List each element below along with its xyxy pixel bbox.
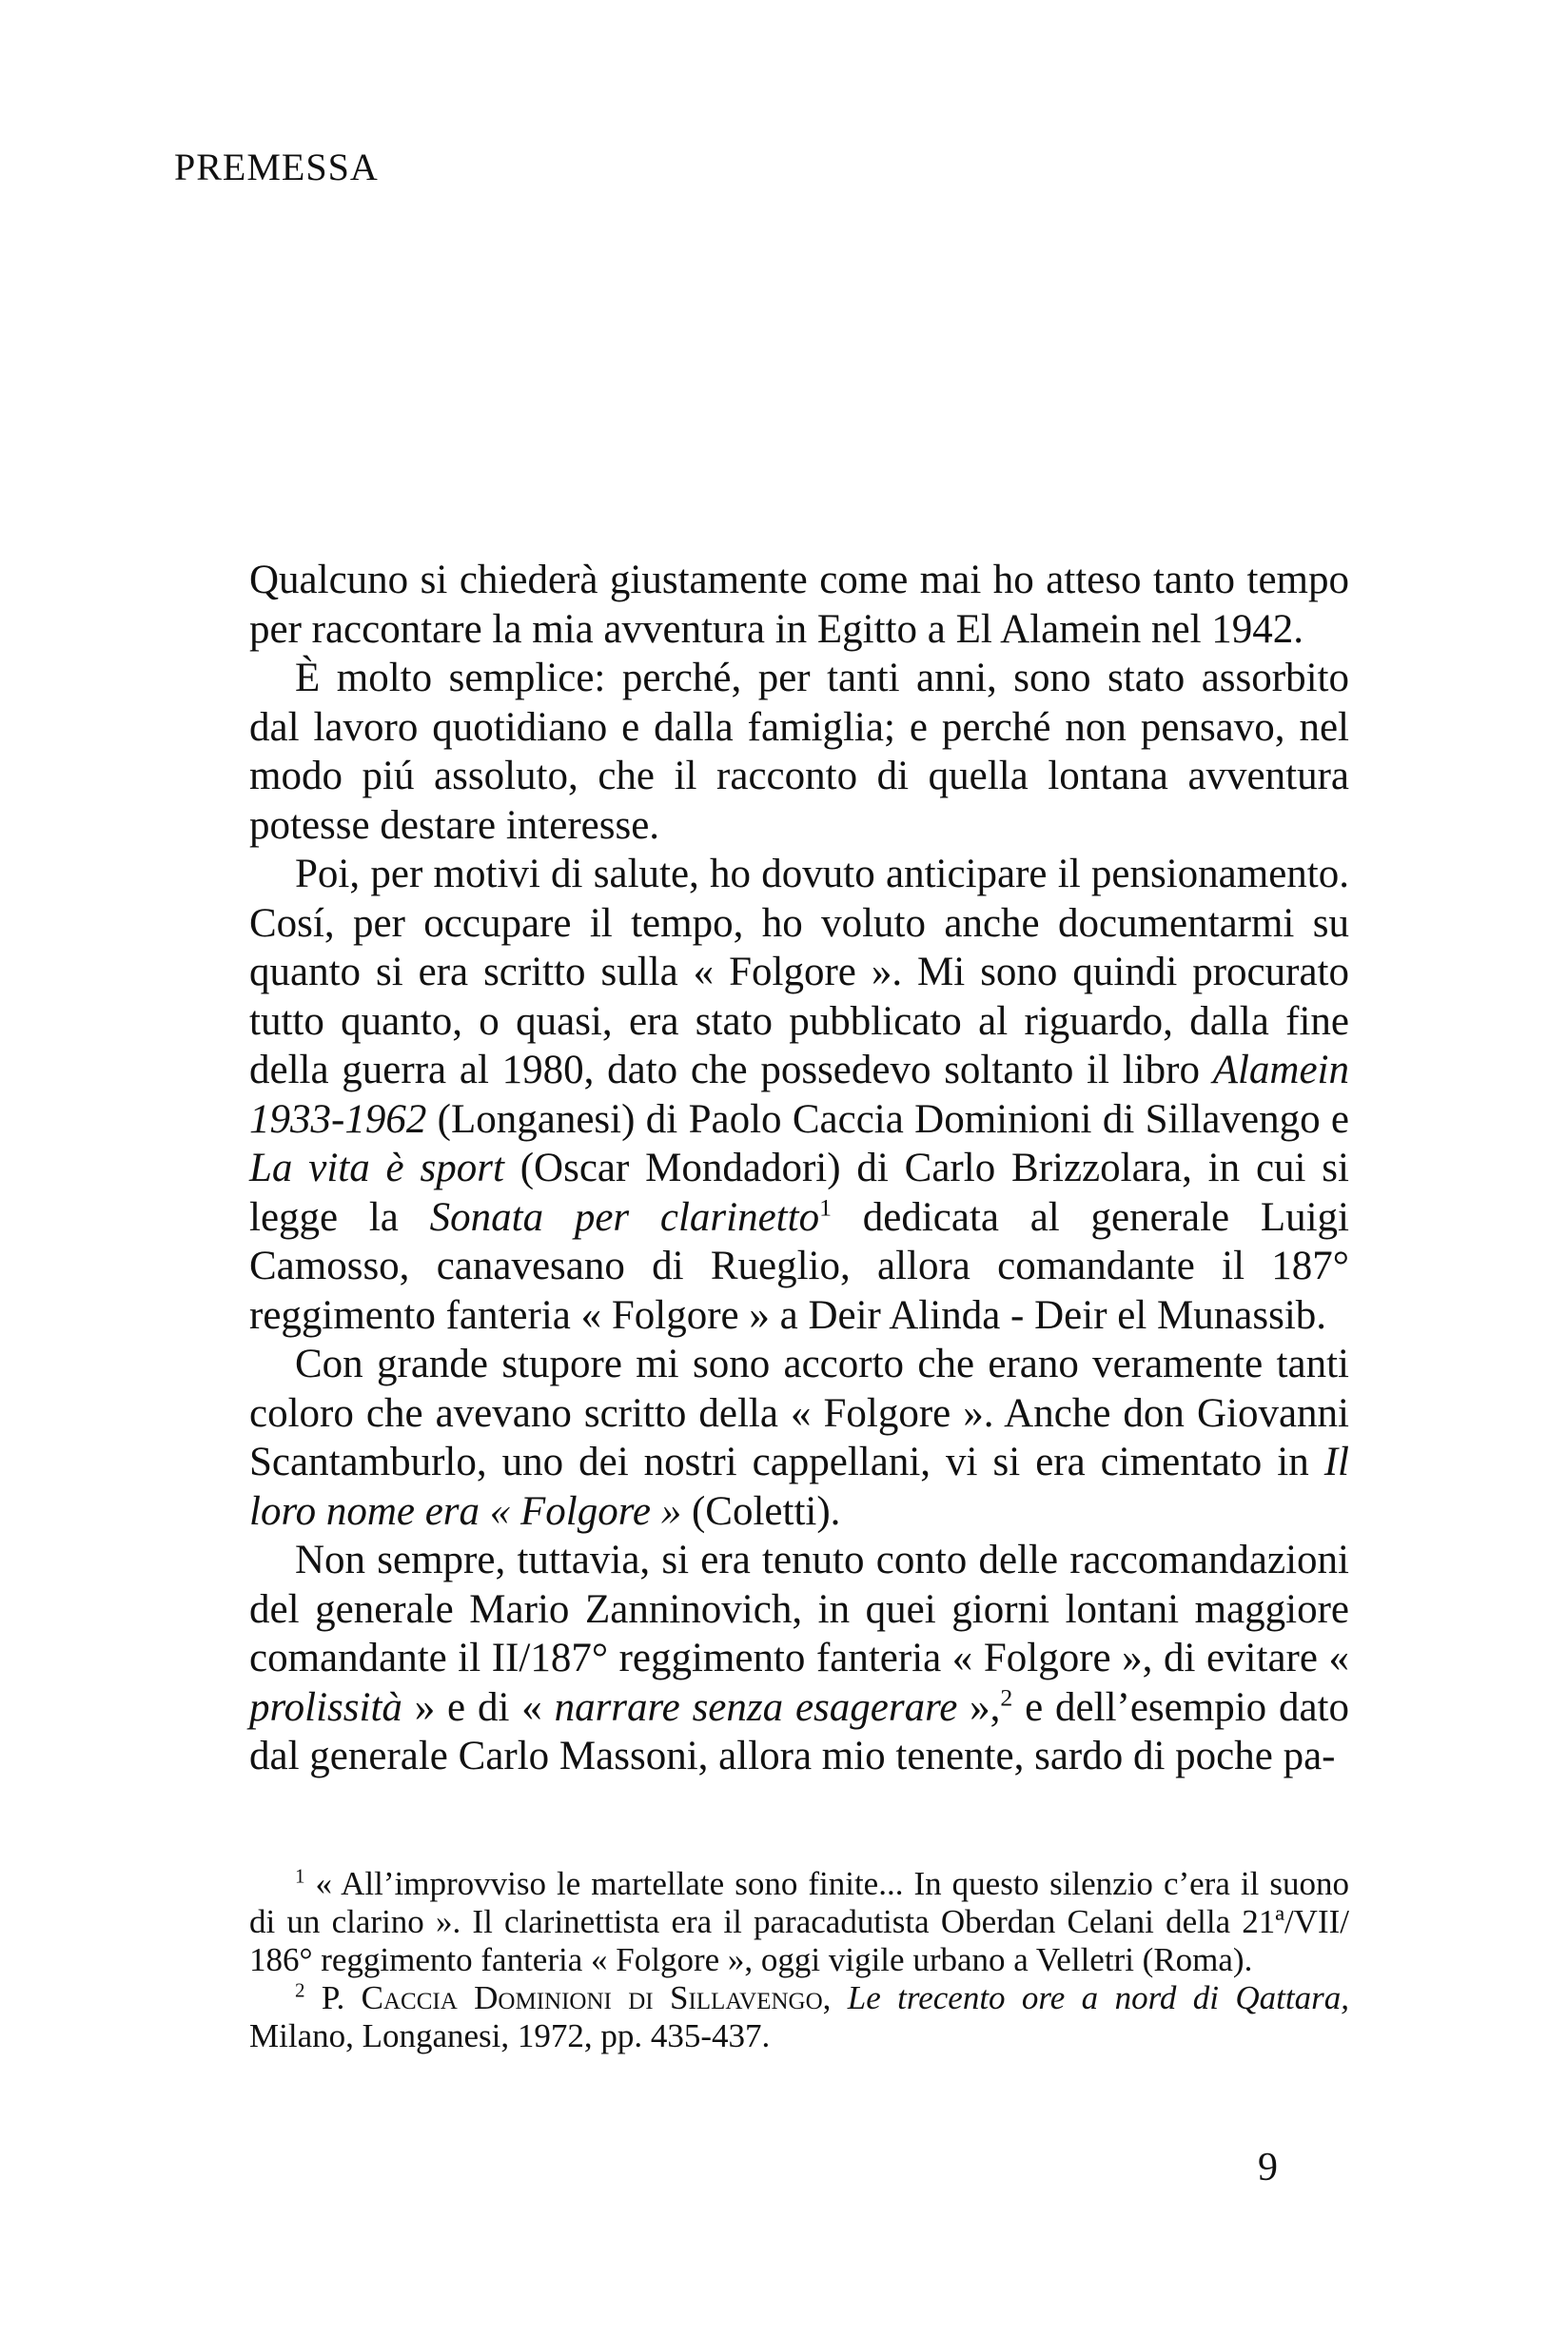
- footnote-1-text: « All’improvviso le martellate sono finite... In questo silenzio c’era il suono di un clarino ». Il clarinettista era il paracadutista Oberdan Celani della 21ª/VII/ 186° reggimento fanteria « Folgore », oggi vigile urbano a Velletri (Roma).: [249, 1865, 1349, 1978]
- footnote-2-title: Le trecento ore a nord di Qattara,: [847, 1979, 1349, 2016]
- paragraph-5: [249, 1536, 1349, 1781]
- paragraph-4-text-1: Con grande stupore mi sono accorto che erano veramente tanti coloro che avevano scritto della « Folgore ». Anche don Giovanni Scantamburlo, uno dei nostri cappellani, vi si era cimentato in: [249, 1342, 1349, 1484]
- paragraph-1: Qualcuno si chiederà giustamente come mai ho atteso tanto tempo per raccontare la mia avventura in Egitto a El Alamein nel 1942.: [249, 558, 1349, 652]
- quote-narrare-senza-esagerare: narrare senza esagerare: [554, 1684, 958, 1730]
- page-title: PREMESSA: [174, 146, 379, 188]
- paragraph-3-text-3: (Oscar Mondadori) di Carlo Brizzolara, in cui si legge la: [249, 1146, 1349, 1240]
- footnote-2-number: 2: [295, 1978, 305, 2002]
- paragraph-2: È molto semplice: perché, per tanti anni, sono stato assorbito dal lavoro quotidiano e dalla famiglia; e perché non pensavo, nel modo piú assoluto, che il racconto di quella lontana avventura potesse destare interesse.: [249, 656, 1349, 848]
- footnote-ref-1: 1: [819, 1193, 832, 1222]
- quote-prolissita: prolissità: [249, 1684, 402, 1730]
- paragraph-4-text-2: (Coletti).: [681, 1488, 841, 1534]
- paragraph-5-text-3: »,: [957, 1684, 1001, 1730]
- paragraph-5-text-2: » e di «: [402, 1684, 555, 1730]
- body-text: [249, 556, 1349, 1781]
- footnote-2: [249, 1979, 1349, 2055]
- footnote-2-author: P. Caccia Dominioni di Sillavengo,: [304, 1979, 848, 2016]
- footnotes: [249, 1865, 1349, 2055]
- footnote-2-rest: Milano, Longanesi, 1972, pp. 435-437.: [249, 2017, 771, 2054]
- paragraph-3: [249, 850, 1349, 1340]
- paragraph-4: [249, 1340, 1349, 1536]
- paragraph-3-text-4: dedicata al generale Luigi Camosso, canavesano di Rueglio, allora comandante il 187° reggimento fanteria « Folgore » a Deir Alinda - Deir el Munassib.: [249, 1194, 1349, 1338]
- page-number: 9: [1258, 2146, 1278, 2190]
- paragraph-5-text-1: Non sempre, tuttavia, si era tenuto conto delle raccomandazioni del generale Mario Zanninovich, in quei giorni lontani maggiore comandante il II/187° reggimento fanteria « Folgore », di evitare «: [249, 1538, 1349, 1680]
- paragraph-3-text-2: (Longanesi) di Paolo Caccia Dominioni di Sillavengo e: [426, 1096, 1349, 1142]
- footnote-ref-2: 2: [1000, 1683, 1013, 1712]
- book-title-sonata-per-clarinetto: Sonata per clarinetto: [429, 1194, 820, 1240]
- book-title-la-vita-e-sport: La vita è sport: [249, 1146, 504, 1190]
- book-title-il-loro-nome: Il loro nome era « Folgore »: [249, 1440, 1349, 1534]
- paragraph-5-text-4: e dell’esempio dato dal generale Carlo Massoni, allora mio tenente, sardo di poche pa-: [249, 1684, 1349, 1778]
- paragraph-3-text-1: Poi, per motivi di salute, ho dovuto anticipare il pensionamento. Cosí, per occupare il tempo, ho voluto anche documentarmi su quanto si era scritto sulla « Folgore ». Mi sono quindi procurato tutto quanto, o quasi, era stato pubblicato al riguardo, dalla fine della guerra al 1980, dato che possedevo soltanto il libro: [249, 852, 1349, 1092]
- footnote-1: [249, 1865, 1349, 1979]
- footnote-1-number: 1: [295, 1864, 305, 1888]
- book-title-alamein: Alamein 1933-1962: [249, 1048, 1349, 1142]
